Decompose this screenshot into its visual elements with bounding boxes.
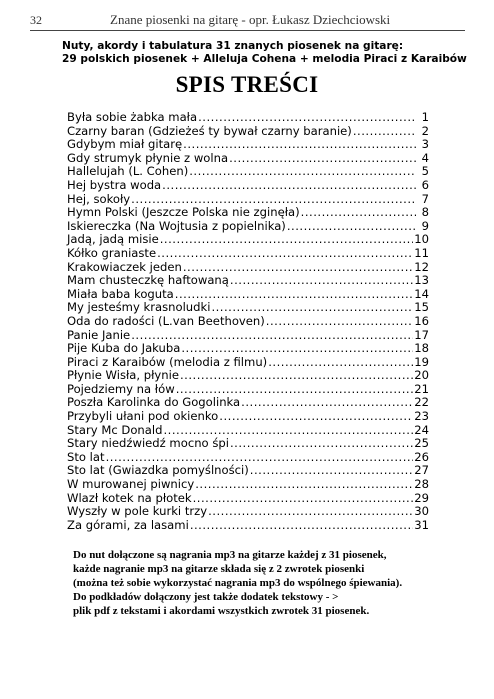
toc-entry-title: Była sobie żabka mała (67, 110, 198, 124)
toc-entry (67, 288, 429, 302)
toc-entry-title: Krakowiaczek jeden (67, 259, 182, 274)
toc-entry (67, 111, 429, 125)
toc-entry-page: 3 (421, 137, 429, 152)
note-line-2: każde nagranie mp3 na gitarze składa się z 2 zwrotek piosenki (73, 563, 365, 575)
note-line-3: (można też sobie wykorzystać nagrania mp3 do wspólnego śpiewania). (73, 577, 403, 589)
toc-dot-leader (353, 125, 416, 139)
toc-entry-title: Oda do radości (L.van Beethoven) (67, 313, 265, 328)
toc-entry-title: My jesteśmy krasnoludki (67, 300, 211, 315)
toc-dot-leader (195, 478, 413, 492)
toc-entry (67, 519, 429, 533)
toc-entry-title: Kółko graniaste (67, 245, 157, 260)
toc-dot-leader (163, 424, 413, 438)
toc-entry (67, 437, 429, 451)
toc-entry-page: 12 (414, 259, 429, 274)
toc-dot-leader (131, 329, 413, 343)
toc-entry-title: Gdybym miał gitarę (67, 137, 183, 152)
toc-entry-page: 19 (414, 354, 429, 369)
toc-entry (67, 424, 429, 438)
toc-entry-title: Panie Janie (67, 327, 131, 342)
toc-dot-leader (250, 464, 413, 478)
toc-dot-leader (301, 206, 416, 220)
toc-entry (67, 233, 429, 247)
toc-entry (67, 369, 429, 383)
toc-dot-leader (229, 152, 416, 166)
toc-entry-page: 10 (414, 232, 429, 247)
toc-dot-leader (176, 383, 414, 397)
toc-dot-leader (162, 179, 416, 193)
toc-entry-page: 1 (421, 110, 429, 124)
toc-entry (67, 261, 429, 275)
subtitle-line-1: Nuty, akordy i tabulatura 31 znanych piosenek na gitarę: (62, 40, 404, 52)
toc-entry-page: 13 (414, 273, 429, 288)
toc-entry (67, 478, 429, 492)
toc-entry (67, 220, 429, 234)
toc-entry-page: 20 (414, 368, 429, 383)
toc-entry-title: Pojedziemy na łów (67, 381, 175, 396)
table-of-contents (67, 111, 429, 532)
toc-entry-page: 5 (421, 164, 429, 179)
toc-dot-leader (230, 274, 413, 288)
toc-entry-title: Miała baba koguta (67, 286, 174, 301)
toc-entry-title: W murowanej piwnicy (67, 477, 195, 492)
toc-dot-leader (106, 451, 414, 465)
toc-entry-title: Wyszły w pole kurki trzy (67, 504, 208, 519)
toc-entry (67, 193, 429, 207)
toc-entry-title: Mam chusteczkę haftowaną (67, 273, 229, 288)
toc-dot-leader (287, 220, 416, 234)
toc-entry (67, 315, 429, 329)
toc-dot-leader (268, 356, 413, 370)
toc-entry (67, 247, 429, 261)
toc-entry-title: Pije Kuba do Jakuba (67, 341, 181, 356)
toc-entry (67, 464, 429, 478)
toc-entry (67, 383, 429, 397)
toc-entry-title: Za górami, za lasami (67, 517, 189, 532)
toc-dot-leader (131, 193, 416, 207)
toc-dot-leader (190, 519, 413, 533)
toc-entry-page: 27 (414, 463, 429, 478)
toc-dot-leader (241, 396, 413, 410)
page-number: 32 (30, 13, 42, 27)
toc-dot-leader (230, 437, 413, 451)
toc-entry-title: Iskiereczka (Na Wojtusia z popielnika) (67, 218, 286, 233)
toc-entry-page: 14 (414, 286, 429, 301)
mp3-note (73, 548, 473, 618)
toc-entry (67, 329, 429, 343)
toc-entry-title: Sto lat (Gwiazdka pomyślności) (67, 463, 249, 478)
toc-entry-page: 8 (421, 205, 429, 220)
toc-entry (67, 274, 429, 288)
toc-entry-title: Przybyli ułani pod okienko (67, 409, 219, 424)
toc-entry-page: 7 (421, 191, 429, 206)
toc-entry-page: 23 (414, 409, 429, 424)
toc-entry-page: 29 (414, 490, 429, 505)
toc-entry (67, 505, 429, 519)
toc-entry (67, 492, 429, 506)
toc-entry (67, 206, 429, 220)
note-line-4: Do podkładów dołączony jest także dodatek tekstowy - > (73, 591, 339, 603)
toc-entry (67, 138, 429, 152)
toc-entry-page: 24 (414, 422, 429, 437)
toc-entry (67, 396, 429, 410)
toc-entry-title: Hallelujah (L. Cohen) (67, 164, 189, 179)
toc-dot-leader (193, 492, 414, 506)
toc-dot-leader (219, 410, 413, 424)
toc-dot-leader (211, 301, 413, 315)
toc-dot-leader (198, 111, 416, 125)
toc-entry-page: 6 (421, 177, 429, 192)
toc-dot-leader (183, 138, 416, 152)
toc-entry-title: Hymn Polski (Jeszcze Polska nie zginęła) (67, 205, 300, 220)
toc-entry-page: 22 (414, 395, 429, 410)
toc-entry-page: 2 (421, 123, 429, 138)
toc-entry-title: Sto lat (67, 449, 105, 464)
book-subtitle (62, 40, 467, 66)
toc-entry-page: 31 (414, 517, 429, 532)
toc-dot-leader (266, 315, 413, 329)
toc-entry (67, 410, 429, 424)
toc-entry (67, 451, 429, 465)
toc-entry-page: 30 (414, 504, 429, 519)
toc-entry-title: Czarny baran (Gdzieżeś ty bywał czarny baranie) (67, 123, 352, 138)
toc-entry-title: Wlazł kotek na płotek (67, 490, 192, 505)
toc-entry-title: Gdy strumyk płynie z wolna (67, 150, 229, 165)
toc-entry-title: Piraci z Karaibów (melodia z filmu) (67, 354, 268, 369)
toc-entry-page: 18 (414, 341, 429, 356)
toc-entry (67, 179, 429, 193)
toc-dot-leader (157, 247, 413, 261)
running-header-title: Znane piosenki na gitarę - opr. Łukasz Dziechciowski (110, 12, 391, 27)
toc-entry (67, 152, 429, 166)
toc-entry-page: 4 (421, 150, 429, 165)
toc-entry-page: 25 (414, 436, 429, 451)
note-line-5: plik pdf z tekstami i akordami wszystkich zwrotek 31 piosenek. (73, 605, 370, 617)
toc-dot-leader (175, 288, 413, 302)
toc-entry (67, 125, 429, 139)
subtitle-line-2: 29 polskich piosenek + Alleluja Cohena + melodia Piraci z Karaibów (62, 53, 467, 65)
toc-heading: SPIS TREŚCI (175, 72, 319, 97)
toc-entry-page: 11 (414, 245, 429, 260)
toc-entry-title: Poszła Karolinka do Gogolinka (67, 395, 241, 410)
toc-entry-title: Jadą, jadą misie (67, 232, 159, 247)
toc-entry-page: 21 (414, 381, 429, 396)
toc-dot-leader (181, 342, 413, 356)
toc-entry (67, 342, 429, 356)
toc-entry-page: 26 (414, 449, 429, 464)
toc-dot-leader (208, 505, 413, 519)
toc-entry-page: 28 (414, 477, 429, 492)
toc-entry-page: 17 (414, 327, 429, 342)
toc-dot-leader (183, 261, 413, 275)
toc-dot-leader (160, 233, 413, 247)
toc-entry-title: Hej, sokoły (67, 191, 131, 206)
toc-entry (67, 165, 429, 179)
toc-dot-leader (189, 165, 416, 179)
toc-entry-page: 16 (414, 313, 429, 328)
toc-entry (67, 356, 429, 370)
toc-entry-page: 9 (421, 218, 429, 233)
header-divider (30, 30, 465, 31)
toc-entry-title: Hej bystra woda (67, 177, 162, 192)
toc-entry-title: Stary Mc Donald (67, 422, 163, 437)
note-line-1: Do nut dołączone są nagrania mp3 na gitarze każdej z 31 piosenek, (73, 549, 387, 561)
toc-dot-leader (180, 369, 413, 383)
toc-entry-title: Stary niedźwiedź mocno śpi (67, 436, 229, 451)
toc-entry-title: Płynie Wisła, płynie (67, 368, 179, 383)
toc-entry-page: 15 (414, 300, 429, 315)
toc-entry (67, 301, 429, 315)
